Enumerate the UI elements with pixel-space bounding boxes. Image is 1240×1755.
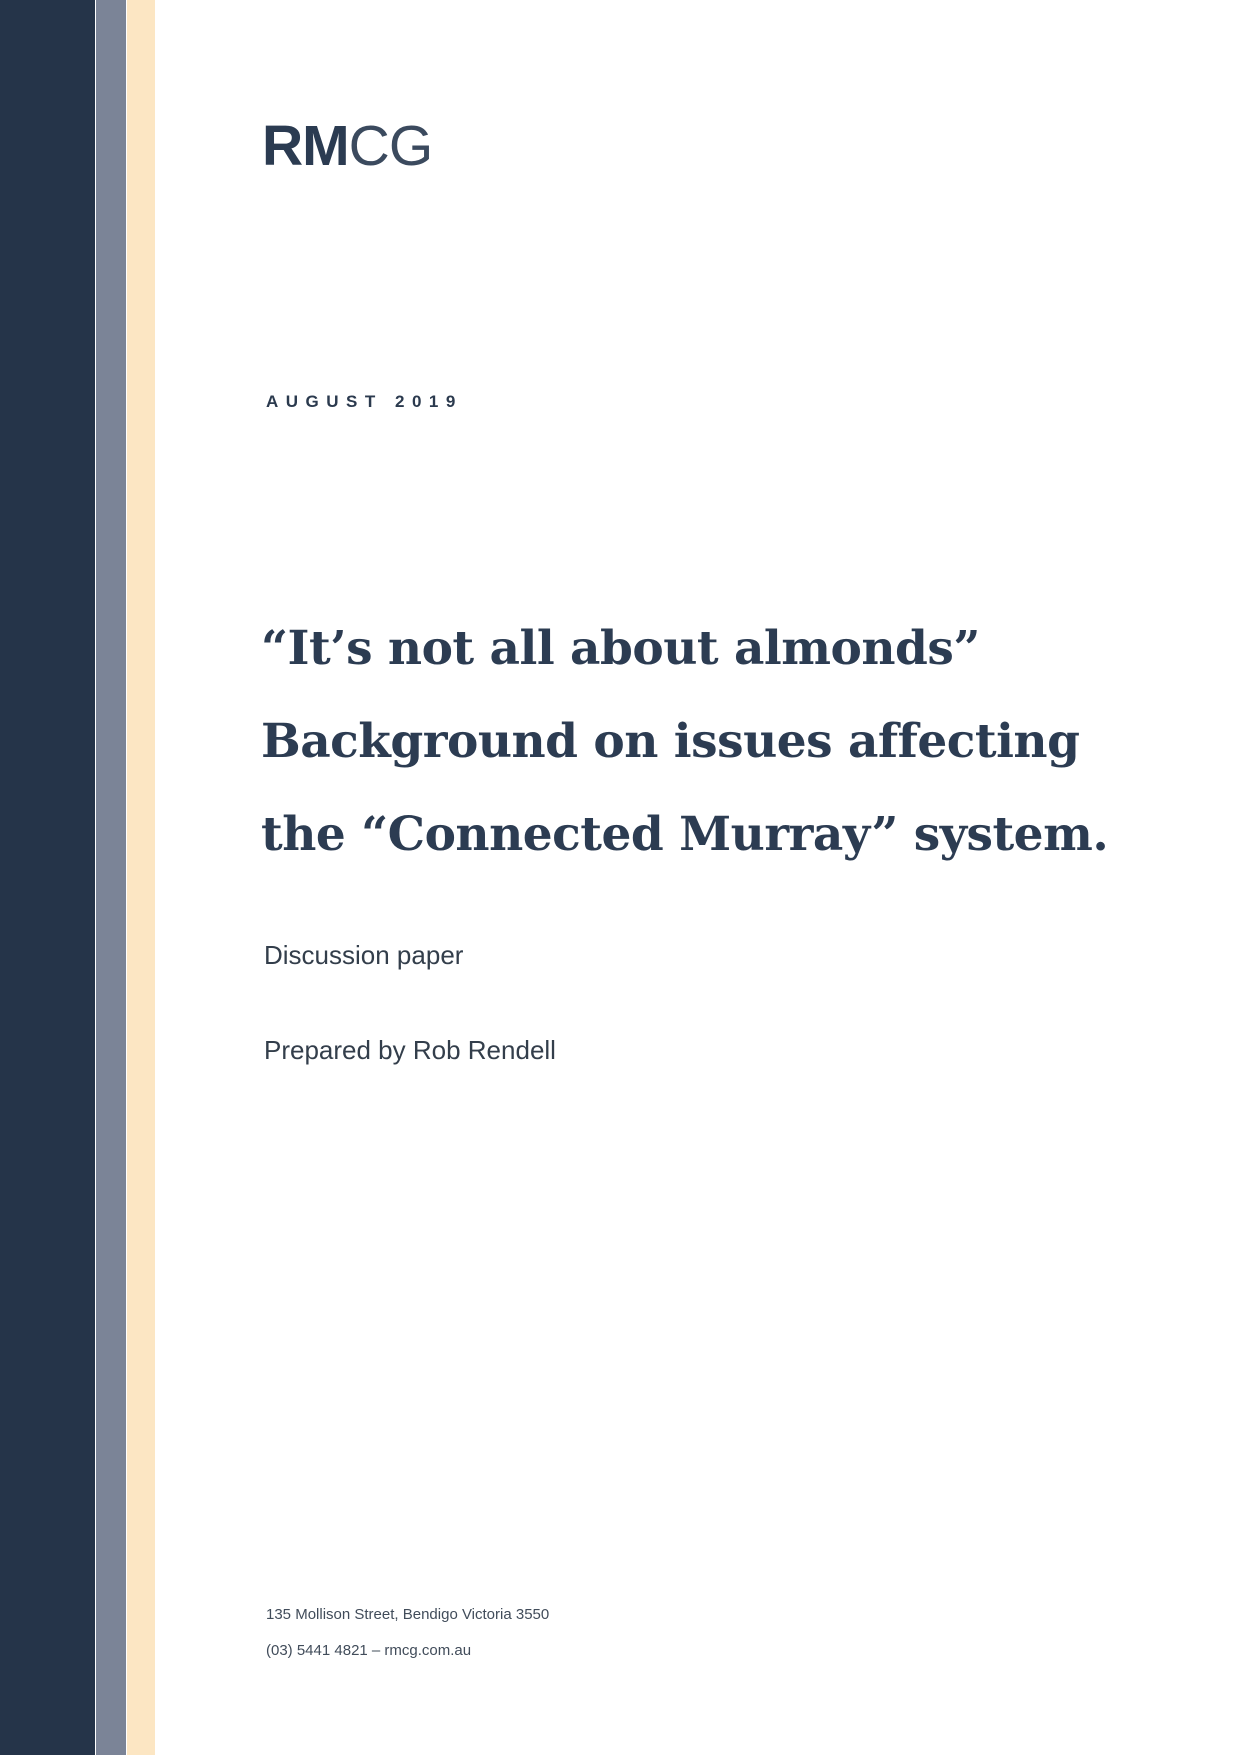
left-navy-bar xyxy=(0,0,95,1755)
left-gray-bar xyxy=(96,0,126,1755)
title-line-1: “It’s not all about almonds” xyxy=(261,621,980,676)
report-title xyxy=(261,602,1141,881)
rmcg-logo xyxy=(262,114,433,178)
left-cream-bar xyxy=(127,0,155,1755)
title-line-2: Background on issues affecting xyxy=(261,714,1080,769)
footer-contact: (03) 5441 4821 – rmcg.com.au xyxy=(266,1642,472,1659)
logo-cg-text: CG xyxy=(348,114,433,178)
document-type-label: Discussion paper xyxy=(264,940,464,970)
title-line-3: the “Connected Murray” system. xyxy=(261,807,1109,862)
logo-rm-text: RM xyxy=(262,114,349,178)
date-line: AUGUST 2019 xyxy=(266,392,463,411)
prepared-by-line: Prepared by Rob Rendell xyxy=(264,1035,556,1065)
footer-address: 135 Mollison Street, Bendigo Victoria 3550 xyxy=(266,1606,550,1623)
